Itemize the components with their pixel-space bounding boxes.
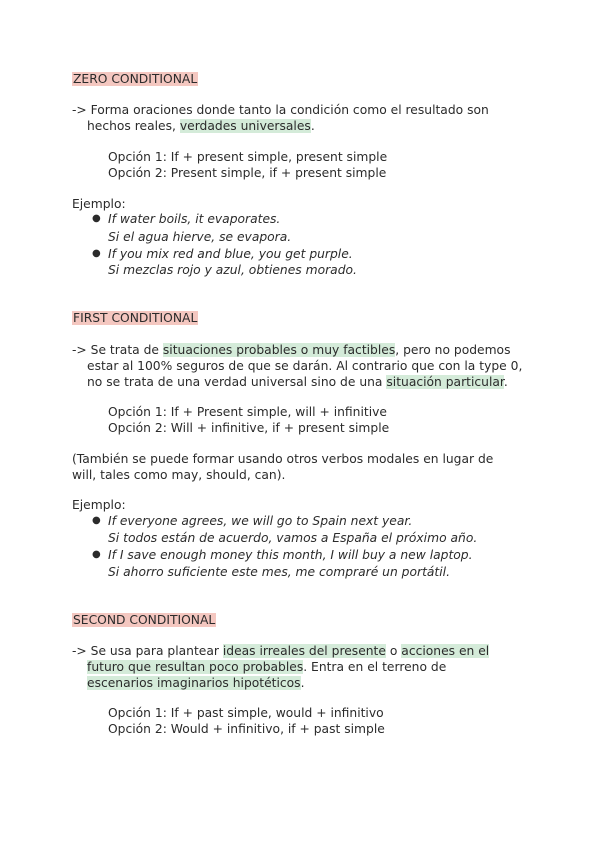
second-desc-line-3: escenarios imaginarios hipotéticos.	[87, 676, 305, 690]
zero-example-2-es: Si mezclas rojo y azul, obtienes morado.	[108, 263, 357, 277]
highlight: futuro que resultan poco probables	[87, 660, 304, 674]
second-desc-line-2: futuro que resultan poco probables. Entra en el terreno de	[87, 660, 447, 674]
first-example-1-es: Si todos están de acuerdo, vamos a España el próximo año.	[108, 531, 478, 545]
first-example-2-es: Si ahorro suficiente este mes, me compraré un portátil.	[108, 565, 450, 579]
highlight: verdades universales	[179, 119, 311, 133]
first-example-1-en: If everyone agrees, we will go to Spain next year.	[108, 514, 413, 528]
bullet-icon: ●	[92, 248, 101, 259]
zero-example-2-en: If you mix red and blue, you get purple.	[108, 247, 353, 261]
section-heading-second: SECOND CONDITIONAL	[73, 613, 216, 627]
highlight: ideas irreales del presente	[222, 644, 386, 658]
zero-example-1-es: Si el agua hierve, se evapora.	[108, 230, 292, 244]
zero-option-1: Opción 1: If + present simple, present simple	[108, 150, 388, 164]
highlight: acciones en el	[401, 644, 490, 658]
bullet-icon: ●	[92, 213, 101, 224]
zero-desc-line-2: hechos reales, verdades universales.	[87, 119, 315, 133]
first-desc-line-1: -> Se trata de situaciones probables o muy factibles, pero no podemos	[72, 343, 511, 357]
first-example-label: Ejemplo:	[72, 498, 126, 512]
bullet-icon: ●	[92, 549, 101, 560]
first-note-line-2: will, tales como may, should, can).	[72, 468, 286, 482]
second-option-1: Opción 1: If + past simple, would + infinitivo	[108, 706, 384, 720]
first-option-1: Opción 1: If + Present simple, will + infinitive	[108, 405, 387, 419]
section-heading-first: FIRST CONDITIONAL	[73, 311, 198, 325]
second-option-2: Opción 2: Would + infinitivo, if + past simple	[108, 722, 385, 736]
highlight: escenarios imaginarios hipotéticos	[87, 676, 301, 690]
first-desc-line-2: estar al 100% seguros de que se darán. Al contrario que con la type 0,	[87, 359, 523, 373]
zero-desc-line-1: -> Forma oraciones donde tanto la condición como el resultado son	[72, 103, 489, 117]
zero-example-1-en: If water boils, it evaporates.	[108, 212, 281, 226]
first-example-2-en: If I save enough money this month, I will buy a new laptop.	[108, 548, 473, 562]
zero-option-2: Opción 2: Present simple, if + present simple	[108, 166, 387, 180]
highlight: situaciones probables o muy factibles	[162, 343, 396, 357]
bullet-icon: ●	[92, 515, 101, 526]
section-heading-zero: ZERO CONDITIONAL	[73, 72, 198, 86]
first-note-line-1: (También se puede formar usando otros verbos modales en lugar de	[72, 452, 494, 466]
zero-example-label: Ejemplo:	[72, 197, 126, 211]
second-desc-line-1: -> Se usa para plantear ideas irreales del presente o acciones en el	[72, 644, 490, 658]
first-desc-line-3: no se trata de una verdad universal sino de una situación particular.	[87, 375, 508, 389]
first-option-2: Opción 2: Will + infinitive, if + present simple	[108, 421, 390, 435]
highlight: situación particular	[386, 375, 504, 389]
